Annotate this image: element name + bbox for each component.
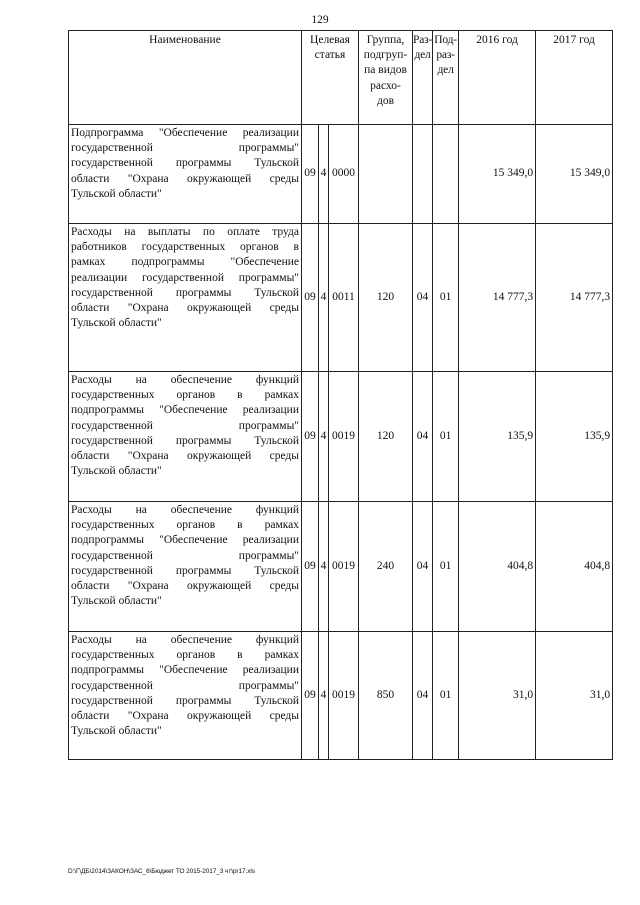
row-target-code-3: 0019 <box>329 372 359 502</box>
header-subsection-line: Под- <box>434 34 457 46</box>
row-value-2016: 15 349,0 <box>459 125 536 224</box>
row-target-code-3: 0019 <box>329 632 359 760</box>
row-value-2017: 15 349,0 <box>536 125 613 224</box>
table-row <box>69 632 613 760</box>
row-target-code-2: 4 <box>319 125 329 224</box>
header-target-item-line-1: Целевая <box>310 34 350 46</box>
table-row <box>69 502 613 632</box>
row-name: Расходы на обеспечение функций государственных органов в рамках подпрограммы "Обеспечение реализации государственной программы" государственной программы Тульской области "Охрана окружающей среды Тульской области" <box>69 502 302 632</box>
row-value-2017: 14 777,3 <box>536 224 613 372</box>
row-group <box>359 125 413 224</box>
footer-file-path: D:\Г\ДБ\2014\ЗАКОН\ЗАС_6\Бюджет ТО 2015-2017_3 чт\pr17.xls <box>68 868 255 875</box>
row-section: 04 <box>413 372 433 502</box>
table-row <box>69 125 613 224</box>
row-section <box>413 125 433 224</box>
row-subsection: 01 <box>433 632 459 760</box>
header-subsection <box>433 31 459 125</box>
row-target-code-3: 0019 <box>329 502 359 632</box>
row-section: 04 <box>413 632 433 760</box>
table-row <box>69 372 613 502</box>
row-group: 850 <box>359 632 413 760</box>
row-name: Расходы на обеспечение функций государственных органов в рамках подпрограммы "Обеспечение реализации государственной программы" государственной программы Тульской области "Охрана окружающей среды Тульской области" <box>69 632 302 760</box>
row-value-2016: 404,8 <box>459 502 536 632</box>
row-subsection: 01 <box>433 502 459 632</box>
header-target-item-line-2: статья <box>314 49 346 62</box>
header-group <box>359 31 413 125</box>
row-target-code-2: 4 <box>319 372 329 502</box>
header-group-line: па видов <box>364 64 407 77</box>
table-row <box>69 224 613 372</box>
header-year-2016: 2016 год <box>459 31 536 125</box>
header-section-line: дел <box>414 49 431 62</box>
row-group: 120 <box>359 372 413 502</box>
table-header-row <box>69 31 613 125</box>
header-subsection-line: дел <box>437 64 454 77</box>
row-target-code-1: 09 <box>302 125 319 224</box>
row-target-code-1: 09 <box>302 372 319 502</box>
row-name: Подпрограмма "Обеспечение реализации государственной программы" государственной программы Тульской области "Охрана окружающей среды Тульской области" <box>69 125 302 224</box>
header-subsection-line: раз- <box>436 49 455 62</box>
header-group-line: подгруп- <box>363 49 408 62</box>
row-value-2016: 135,9 <box>459 372 536 502</box>
row-target-code-2: 4 <box>319 502 329 632</box>
header-section-line: Раз- <box>413 34 433 46</box>
row-target-code-3: 0011 <box>329 224 359 372</box>
row-section: 04 <box>413 502 433 632</box>
header-year-2017: 2017 год <box>536 31 613 125</box>
row-value-2017: 135,9 <box>536 372 613 502</box>
row-target-code-3: 0000 <box>329 125 359 224</box>
row-name: Расходы на обеспечение функций государственных органов в рамках подпрограммы "Обеспечение реализации государственной программы" государственной программы Тульской области "Охрана окружающей среды Тульской области" <box>69 372 302 502</box>
row-value-2017: 31,0 <box>536 632 613 760</box>
row-target-code-2: 4 <box>319 632 329 760</box>
row-group: 120 <box>359 224 413 372</box>
header-group-line: Группа, <box>366 34 405 46</box>
row-target-code-1: 09 <box>302 224 319 372</box>
header-group-line: дов <box>376 94 395 107</box>
page-number: 129 <box>311 14 329 26</box>
budget-table <box>68 30 613 760</box>
row-subsection: 01 <box>433 224 459 372</box>
header-name: Наименование <box>69 31 302 125</box>
row-subsection: 01 <box>433 372 459 502</box>
header-target-item <box>302 31 359 125</box>
header-section <box>413 31 433 125</box>
row-target-code-2: 4 <box>319 224 329 372</box>
row-group: 240 <box>359 502 413 632</box>
header-group-line: расхо- <box>370 79 401 92</box>
row-section: 04 <box>413 224 433 372</box>
row-value-2016: 14 777,3 <box>459 224 536 372</box>
row-value-2016: 31,0 <box>459 632 536 760</box>
row-value-2017: 404,8 <box>536 502 613 632</box>
row-name: Расходы на выплаты по оплате труда работников государственных органов в рамках подпрограммы "Обеспечение реализации государственной программы" государственной программы Тульской области "Охрана окружающей среды Тульской области" <box>69 224 302 372</box>
row-target-code-1: 09 <box>302 632 319 760</box>
row-subsection <box>433 125 459 224</box>
row-target-code-1: 09 <box>302 502 319 632</box>
